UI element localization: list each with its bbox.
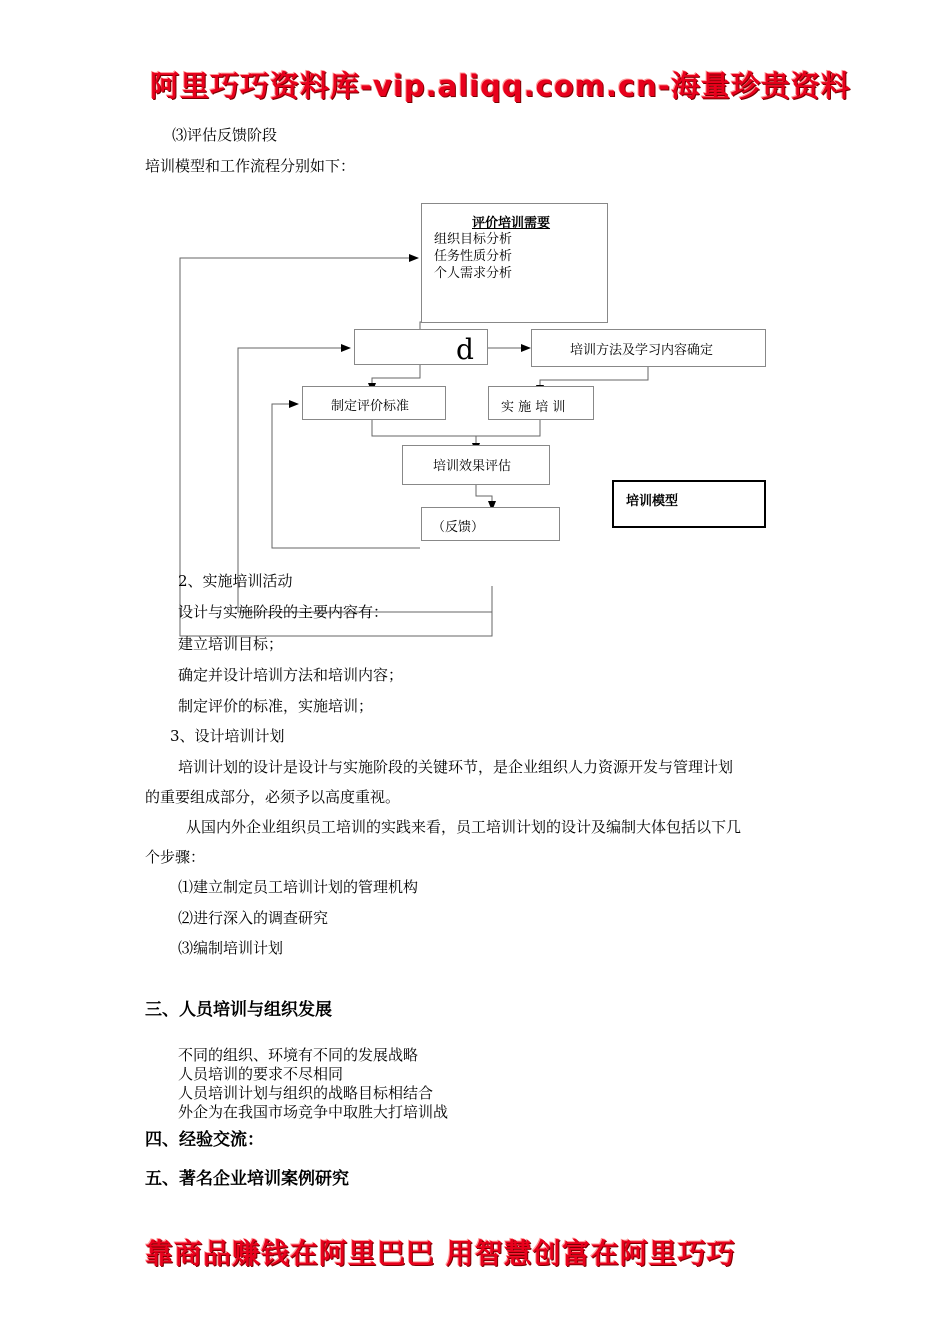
part3-line: 外企为在我国市场竞争中取胜大打培训战 bbox=[178, 1103, 449, 1121]
evaluate-box bbox=[402, 445, 550, 485]
part3-line: 人员培训计划与组织的战略目标相结合 bbox=[178, 1084, 434, 1102]
loop-to-standards-line bbox=[272, 404, 420, 548]
evaluate-label: 培训效果评估 bbox=[433, 459, 512, 474]
model-label: 培训模型 bbox=[626, 494, 679, 509]
needs-item: 任务性质分析 bbox=[434, 249, 513, 264]
merge-line bbox=[372, 420, 540, 436]
section2-line: 建立培训目标； bbox=[178, 635, 284, 653]
goal-box bbox=[354, 329, 488, 365]
section2-line: 确定并设计培训方法和培训内容； bbox=[178, 666, 404, 684]
stage3-text: ⑶评估反馈阶段 bbox=[172, 126, 278, 144]
section3-paragraph: 培训计划的设计是设计与实施阶段的关键环节，是企业组织人力资源开发与管理计划 bbox=[178, 758, 734, 776]
goal-box-fragment: d bbox=[456, 333, 474, 365]
section3-title: 3、设计培训计划 bbox=[170, 727, 285, 745]
needs-title: 评价培训需要 bbox=[472, 216, 551, 231]
section3-step: ⑴建立制定员工培训计划的管理机构 bbox=[178, 878, 419, 896]
header-banner: 阿里巧巧资料库-vip.aliqq.com.cn-海量珍贵资料 bbox=[150, 69, 851, 103]
section3-step: ⑶编制培训计划 bbox=[178, 939, 284, 957]
methods-box bbox=[531, 329, 766, 367]
section2-title: 2、实施培训活动 bbox=[178, 572, 293, 590]
part3-line: 人员培训的要求不尽相同 bbox=[178, 1065, 344, 1083]
part4-heading: 四、经验交流： bbox=[145, 1130, 264, 1150]
section3-paragraph: 个步骤： bbox=[145, 848, 206, 866]
section3-paragraph: 从国内外企业组织员工培训的实践来看，员工培训计划的设计及编制大体包括以下几 bbox=[186, 818, 742, 836]
needs-item: 个人需求分析 bbox=[434, 266, 513, 281]
footer-banner: 靠商品赚钱在阿里巴巴 用智慧创富在阿里巧巧 bbox=[145, 1237, 736, 1270]
needs-item: 组织目标分析 bbox=[434, 232, 513, 247]
feedback-label: （反馈） bbox=[432, 520, 485, 535]
section3-step: ⑵进行深入的调查研究 bbox=[178, 909, 329, 927]
implement-label: 实 施 培 训 bbox=[501, 400, 566, 415]
section2-line: 制定评价的标准，实施培训； bbox=[178, 697, 374, 715]
model-label-box bbox=[612, 480, 766, 528]
standards-box bbox=[302, 386, 446, 420]
part3-line: 不同的组织、环境有不同的发展战略 bbox=[178, 1046, 419, 1064]
part5-heading: 五、著名企业培训案例研究 bbox=[145, 1169, 349, 1189]
part3-heading: 三、人员培训与组织发展 bbox=[145, 1000, 332, 1020]
standards-label: 制定评价标准 bbox=[331, 399, 410, 414]
section3-paragraph: 的重要组成部分，必须予以高度重视。 bbox=[145, 788, 401, 806]
implement-box bbox=[488, 386, 594, 420]
methods-label: 培训方法及学习内容确定 bbox=[570, 343, 714, 358]
section2-line: 设计与实施阶段的主要内容有： bbox=[178, 603, 389, 621]
feedback-box bbox=[421, 507, 560, 541]
model-intro-text: 培训模型和工作流程分别如下： bbox=[145, 157, 356, 175]
needs-box bbox=[421, 203, 608, 323]
